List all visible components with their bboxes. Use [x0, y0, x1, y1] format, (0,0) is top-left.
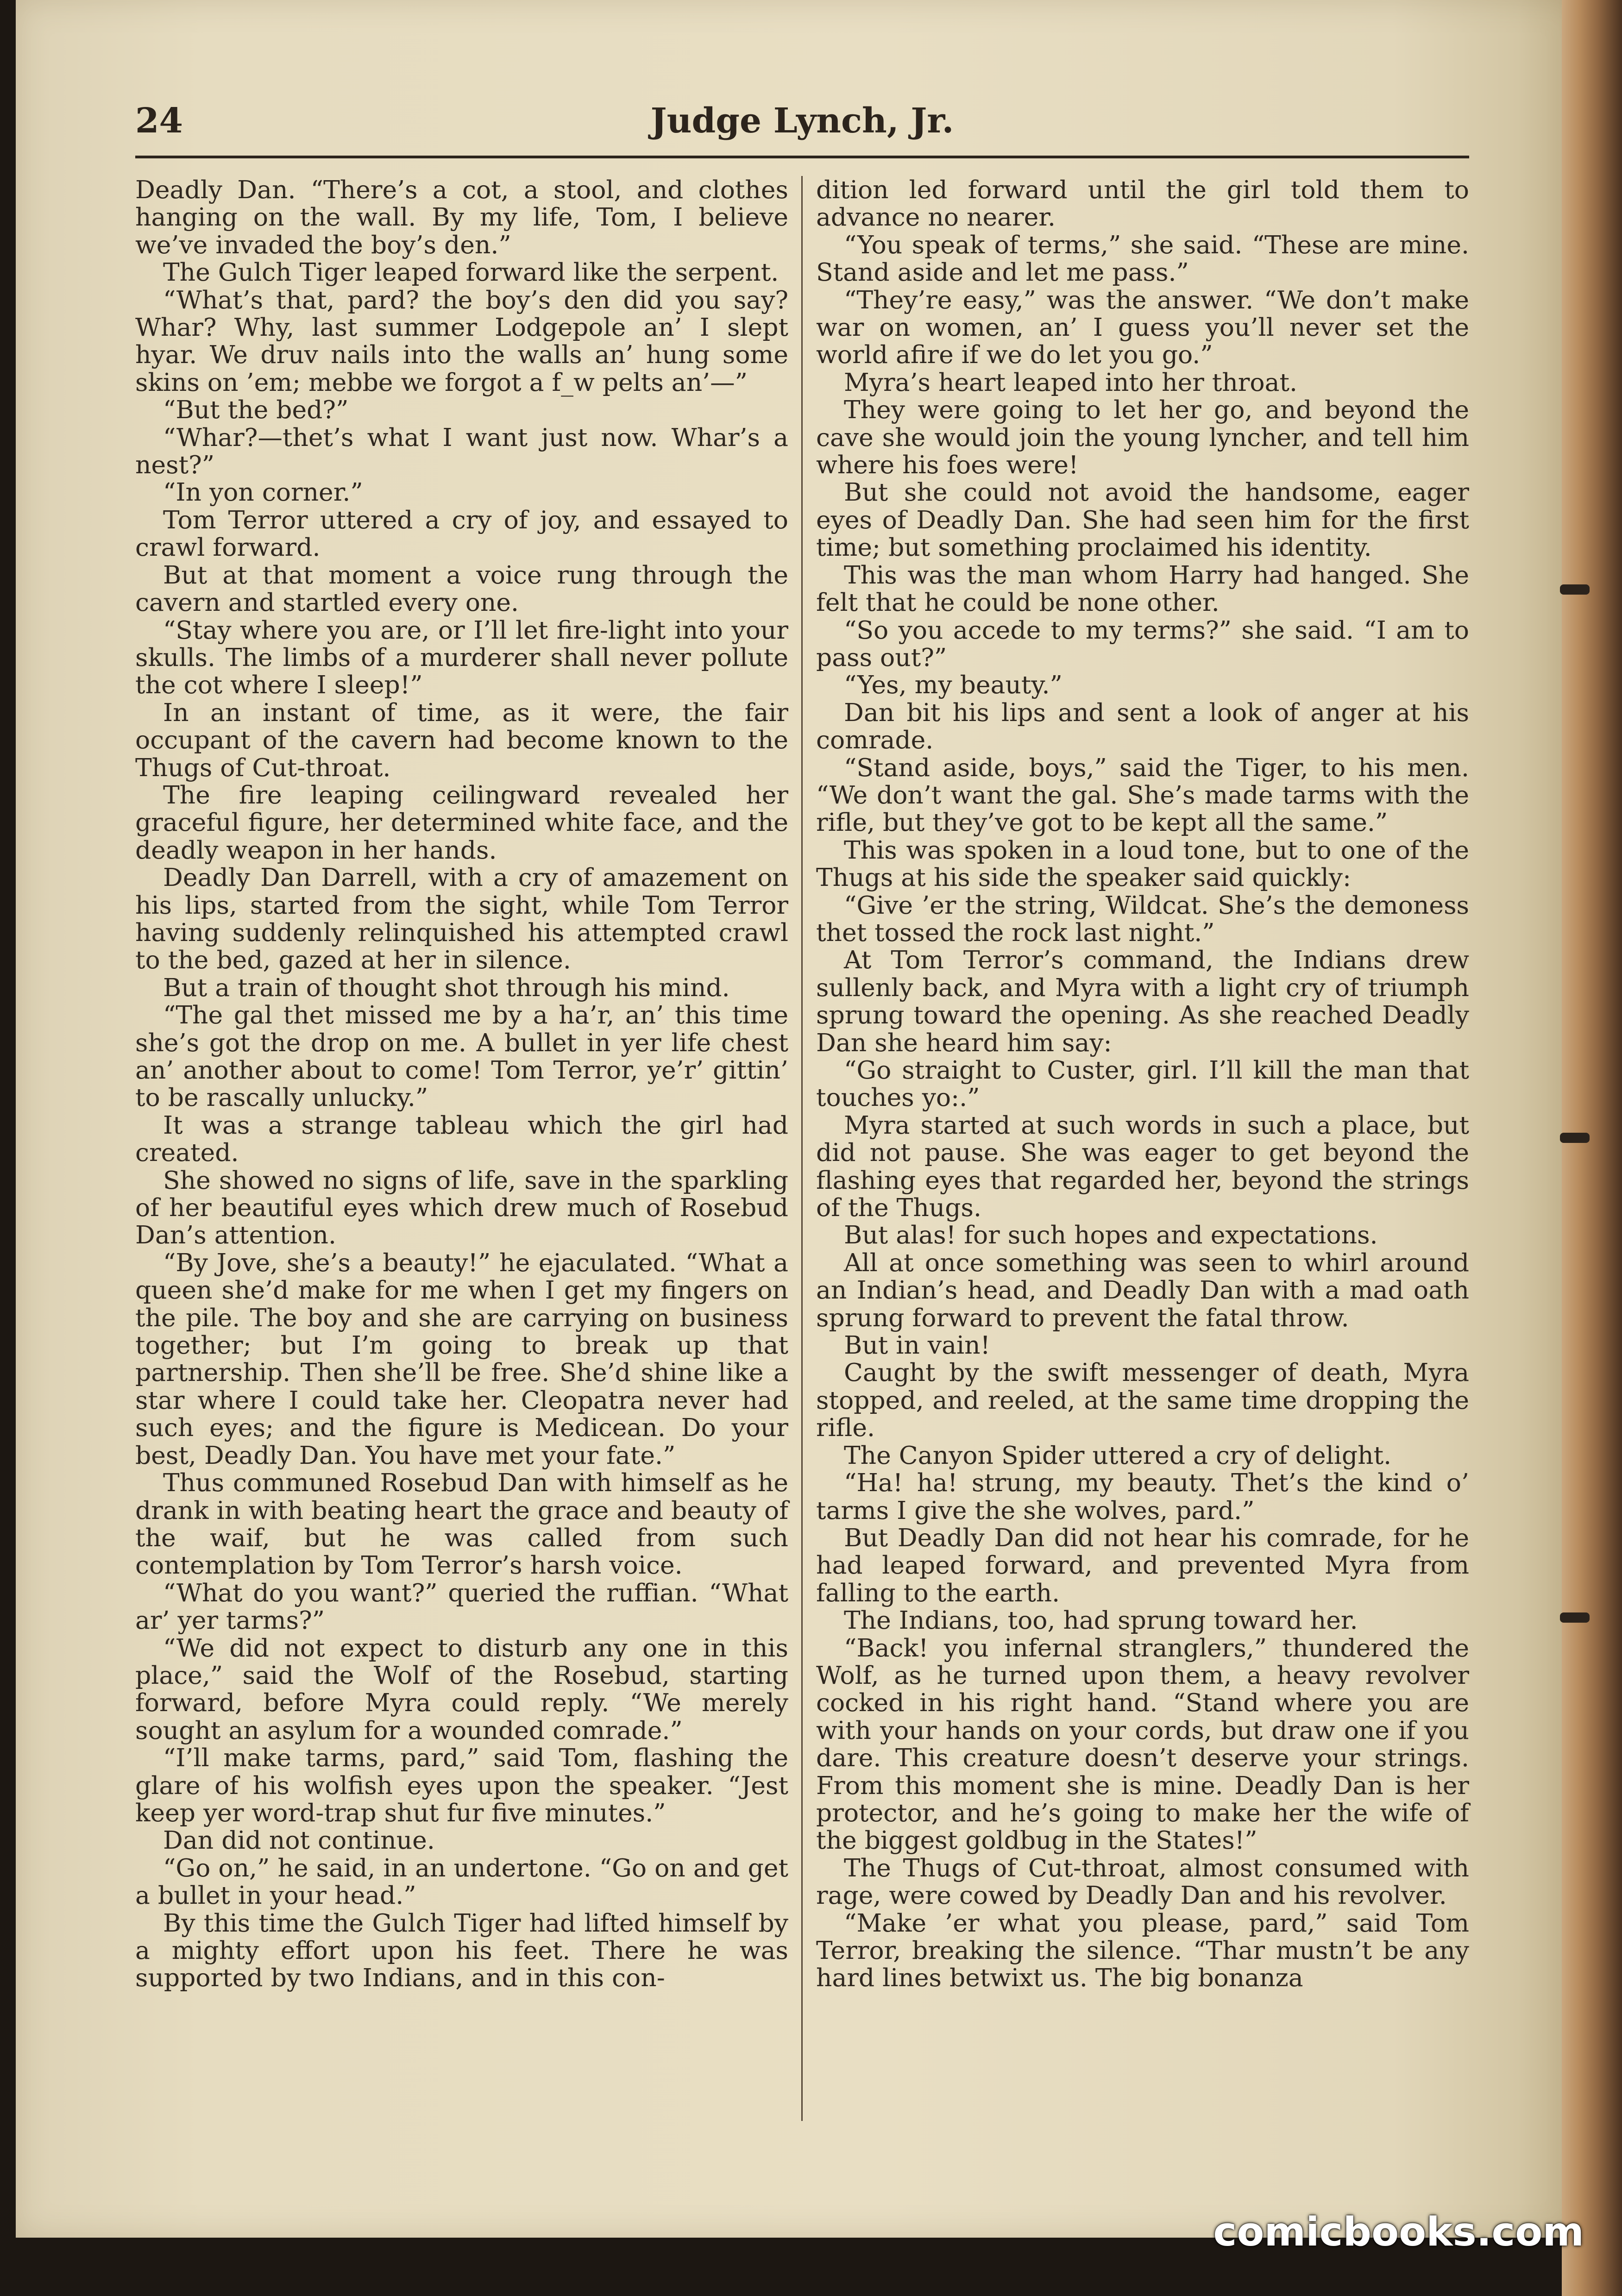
paragraph: Dan bit his lips and sent a look of anger at his comrade.: [816, 697, 1469, 755]
paragraph: “I’ll make tarms, pard,” said Tom, flashing the glare of his wolfish eyes upon the speaker. “Jest keep yer word-trap shut fur five minutes.”: [135, 1743, 788, 1827]
paragraph: “In yon corner.”: [163, 477, 363, 507]
paragraph: “Stand aside, boys,” said the Tiger, to his men. “We don’t want the gal. She’s made tarms with the rifle, but they’ve got to be kept all the same.”: [816, 753, 1469, 837]
paragraph: “Yes, my beauty.”: [844, 670, 1062, 700]
paragraph: She showed no signs of life, save in the sparkling of her beautiful eyes which drew much of Rosebud Dan’s attention.: [135, 1165, 788, 1250]
paragraph: This was spoken in a loud tone, but to one of the Thugs at his side the speaker said quickly:: [816, 835, 1469, 892]
paragraph: “We did not expect to disturb any one in this place,” said the Wolf of the Rosebud, starting forward, before Myra could reply. “We merely sought an asylum for a wounded comrade.”: [135, 1633, 788, 1745]
column-divider: [801, 176, 803, 2121]
paragraph: “Go on,” he said, in an undertone. “Go on and get a bullet in your head.”: [135, 1853, 788, 1910]
paragraph: The Thugs of Cut-throat, almost consumed with rage, were cowed by Deadly Dan and his revolver.: [816, 1853, 1469, 1910]
paragraph: “But the bed?”: [163, 395, 349, 425]
paragraph: “You speak of terms,” she said. “These are mine. Stand aside and let me pass.”: [816, 230, 1469, 287]
paragraph: All at once something was seen to whirl around an Indian’s head, and Deadly Dan with a mad oath sprung forward to prevent the fatal throw.: [816, 1248, 1469, 1332]
paragraph: “Give ’er the string, Wildcat. She’s the demoness thet tossed the rock last night.”: [816, 890, 1469, 947]
paragraph: In an instant of time, as it were, the fair occupant of the cavern had become known to the Thugs of Cut-throat.: [135, 697, 788, 782]
paragraph: “Whar?—thet’s what I want just now. Whar’s a nest?”: [135, 422, 788, 480]
paragraph: But alas! for such hopes and expectations.: [844, 1220, 1378, 1250]
paragraph: Deadly Dan. “There’s a cot, a stool, and clothes hanging on the wall. By my life, Tom, I believe we’ve invaded the boy’s den.”: [135, 175, 788, 259]
paragraph: Caught by the swift messenger of death, Myra stopped, and reeled, at the same time dropping the rifle.: [816, 1358, 1469, 1443]
staple-icon: [1560, 1612, 1590, 1623]
paragraph: “Stay where you are, or I’ll let fire-light into your skulls. The limbs of a murderer shall never pollute the cot where I sleep!”: [135, 615, 788, 700]
paragraph: Thus communed Rosebud Dan with himself as he drank in with beating heart the grace and beauty of the waif, but he was called from such contemplation by Tom Terror’s harsh voice.: [135, 1468, 788, 1580]
paragraph: The Gulch Tiger leaped forward like the serpent.: [163, 257, 779, 287]
paragraph: “Make ’er what you please, pard,” said Tom Terror, breaking the silence. “Thar mustn’t be any hard lines betwixt us. The big bonanza: [816, 1908, 1469, 1993]
paragraph: Deadly Dan Darrell, with a cry of amazement on his lips, started from the sight, while Tom Terror having suddenly relinquished his attempted crawl to the bed, gazed at her in silence.: [135, 863, 788, 975]
page-number: 24: [135, 101, 183, 141]
paragraph: This was the man whom Harry had hanged. She felt that he could be none other.: [816, 560, 1469, 617]
paragraph: But Deadly Dan did not hear his comrade, for he had leaped forward, and prevented Myra from falling to the earth.: [816, 1523, 1469, 1607]
paragraph: “The gal thet missed me by a ha’r, an’ this time she’s got the drop on me. A bullet in yer life chest an’ another about to come! Tom Terror, ye’r’ gittin’ to be rascally unlucky.”: [135, 1000, 788, 1112]
paragraph: “What do you want?” queried the ruffian. “What ar’ yer tarms?”: [135, 1578, 788, 1635]
paragraph: At Tom Terror’s command, the Indians drew sullenly back, and Myra with a light cry of triumph sprung toward the opening. As she reached Deadly Dan she heard him say:: [816, 945, 1469, 1057]
paragraph: “They’re easy,” was the answer. “We don’t make war on women, an’ I guess you’ll never set the world afire if we do let you go.”: [816, 285, 1469, 370]
running-head: [135, 101, 1469, 143]
paragraph: “What’s that, pard? the boy’s den did you say? Whar? Why, last summer Lodgepole an’ I slept hyar. We druv nails into the walls an’ hung some skins on ’em; mebbe we forgot a f_w pelts an’—”: [135, 285, 788, 397]
staple-icon: [1560, 584, 1590, 595]
paragraph: But in vain!: [844, 1330, 991, 1360]
binding-spine: [1562, 0, 1622, 2296]
page-title: Judge Lynch, Jr.: [650, 101, 954, 141]
staple-icon: [1560, 1133, 1590, 1143]
right-column: [816, 176, 1469, 1992]
paragraph: “By Jove, she’s a beauty!” he ejaculated. “What a queen she’d make for me when I get my fingers on the pile. The boy and she are carrying on business together; but I’m going to break up that partnership. Then she’ll be free. She’d shine like a star where I could take her. Cleopatra never had such eyes; and the figure is Medicean. Do your best, Deadly Dan. You have met your fate.”: [135, 1248, 788, 1470]
paragraph: But at that moment a voice rung through the cavern and startled every one.: [135, 560, 788, 617]
paragraph: “Back! you infernal stranglers,” thundered the Wolf, as he turned upon them, a heavy revolver cocked in his right hand. “Stand where you are with your hands on your cords, but draw one if you dare. This creature doesn’t deserve your strings. From this moment she is mine. Deadly Dan is her protector, and he’s going to make her the wife of the biggest goldbug in the States!”: [816, 1633, 1469, 1855]
paragraph: dition led forward until the girl told them to advance no nearer.: [816, 175, 1469, 232]
paragraph: “So you accede to my terms?” she said. “I am to pass out?”: [816, 615, 1469, 672]
watermark: comicbooks.com: [1213, 2209, 1584, 2255]
paragraph: The Indians, too, had sprung toward her.: [844, 1606, 1358, 1635]
paragraph: The fire leaping ceilingward revealed her graceful figure, her determined white face, and the deadly weapon in her hands.: [135, 780, 788, 865]
paragraph: Myra’s heart leaped into her throat.: [844, 367, 1297, 397]
paragraph: “Go straight to Custer, girl. I’ll kill the man that touches yo:.”: [816, 1055, 1469, 1112]
paragraph: By this time the Gulch Tiger had lifted himself by a mighty effort upon his feet. There he was supported by two Indians, and in this con-: [135, 1908, 788, 1993]
paragraph: The Canyon Spider uttered a cry of delight.: [844, 1440, 1392, 1470]
paragraph: Tom Terror uttered a cry of joy, and essayed to crawl forward.: [135, 505, 788, 562]
paragraph: It was a strange tableau which the girl had created.: [135, 1110, 788, 1167]
paragraph: Dan did not continue.: [163, 1826, 435, 1855]
header-rule: [135, 156, 1469, 158]
paragraph: “Ha! ha! strung, my beauty. Thet’s the kind o’ tarms I give the she wolves, pard.”: [816, 1468, 1469, 1525]
paragraph: But a train of thought shot through his mind.: [163, 972, 730, 1002]
left-column: [135, 176, 788, 1992]
paragraph: Myra started at such words in such a place, but did not pause. She was eager to get beyond the flashing eyes that regarded her, beyond the strings of the Thugs.: [816, 1110, 1469, 1223]
paragraph: They were going to let her go, and beyond the cave she would join the young lyncher, and tell him where his foes were!: [816, 395, 1469, 480]
paragraph: But she could not avoid the handsome, eager eyes of Deadly Dan. She had seen him for the first time; but something proclaimed his identity.: [816, 477, 1469, 562]
